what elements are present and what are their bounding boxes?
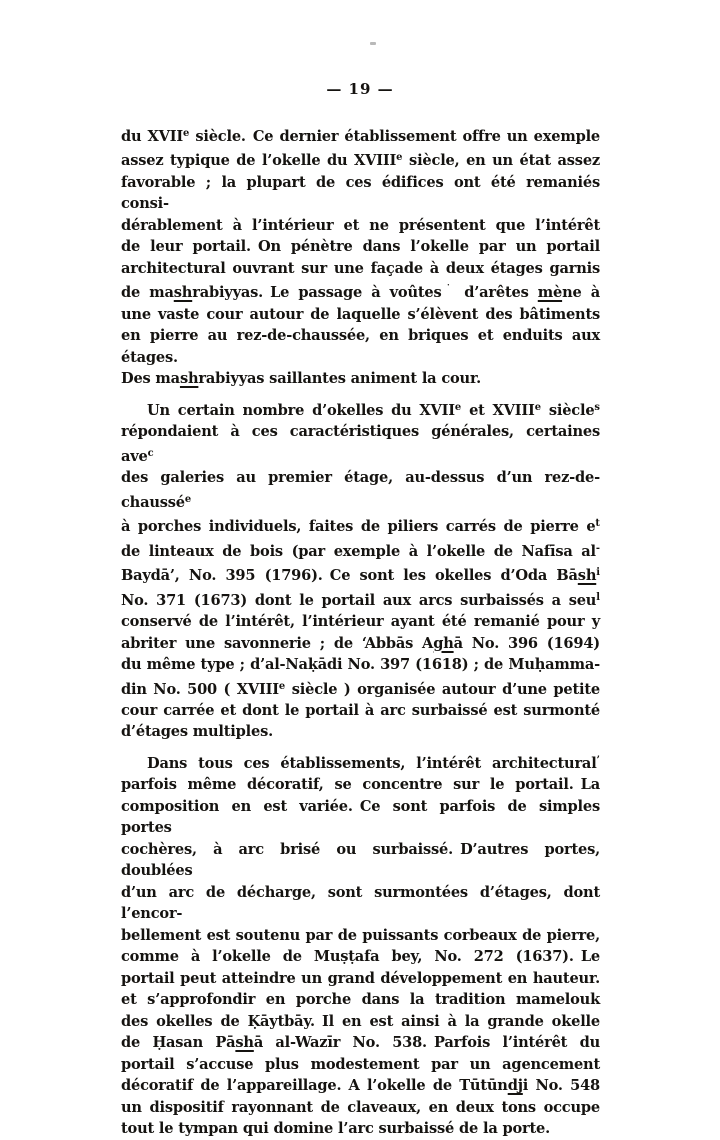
paragraph — [121, 397, 600, 743]
text-line — [121, 467, 600, 513]
text-line — [121, 721, 600, 743]
text-line — [121, 1075, 600, 1097]
text-line — [121, 654, 600, 676]
raised-character: e — [454, 401, 462, 413]
text-segment: une vaste cour autour de laquelle s’élèvent des bâtiments — [121, 305, 600, 323]
text-line — [121, 562, 600, 586]
text-segment: des okelles de Ḳāytbāy. Il en est ainsi à la grande okelle — [121, 1012, 600, 1030]
text-line — [121, 882, 600, 925]
text-line — [121, 633, 600, 655]
page-number: — 19 — — [326, 80, 394, 98]
underlined-transliteration: gh — [433, 634, 454, 652]
text-segment: bellement est soutenu par de puissants corbeaux de pierre, — [121, 926, 600, 944]
text-segment: architectural ouvrant sur une façade à deux étages garnis — [121, 259, 600, 277]
text-line — [121, 946, 600, 968]
text-line — [121, 1118, 600, 1140]
text-line — [121, 147, 600, 171]
text-segment: de linteaux de bois (par exemple à l’okelle de Nafīsa al — [121, 542, 596, 560]
text-line — [121, 123, 600, 147]
text-segment: et XVIII — [461, 401, 535, 419]
text-line — [121, 611, 600, 633]
paragraph — [121, 750, 600, 1140]
text-segment: i No. 548 — [522, 1077, 600, 1095]
text-line — [121, 774, 600, 796]
text-segment: din No. 500 ( XVIII — [121, 680, 279, 698]
text-segment: de Ḥasan Pā — [121, 1034, 236, 1052]
text-line — [121, 258, 600, 280]
text-line — [121, 989, 600, 1011]
raised-character: ’ — [596, 754, 600, 766]
text-line — [121, 1054, 600, 1076]
raised-character: e — [534, 401, 541, 413]
text-segment: répondaient à ces caractéristiques générales, certaines ave — [121, 423, 600, 465]
text-segment: d’étages multiples. — [121, 723, 273, 741]
text-segment: d’un arc de décharge, sont surmontées d’étages, dont l’encor- — [121, 883, 600, 923]
text-line — [121, 1011, 600, 1033]
text-line — [121, 925, 600, 947]
text-segment: abriter une savonnerie ; de ‘Abbās A — [121, 634, 434, 652]
raised-character: e — [184, 493, 192, 505]
text-line — [121, 236, 600, 258]
text-segment: portail s’accuse plus modestement par un agencement — [121, 1055, 600, 1073]
text-segment: cour carrée et dont le portail à arc surbaissé est surmonté — [121, 701, 600, 719]
text-segment: de ma — [121, 284, 174, 302]
text-segment: rabiyyas. Le passage à voûtes — [192, 284, 442, 302]
text-line — [121, 1097, 600, 1119]
text-segment: favorable ; la plupart de ces édifices ont été remaniés consi- — [121, 173, 600, 213]
raised-character: e — [396, 152, 403, 164]
text-line — [121, 968, 600, 990]
text-segment: rabiyyas saillantes animent la cour. — [198, 370, 481, 388]
text-segment: du même type ; d’al-Naḳādi No. 397 (1618) ; de Muḥamma- — [121, 656, 600, 674]
paragraph — [121, 123, 600, 390]
text-line — [121, 215, 600, 237]
text-segment: assez typique de l’okelle du XVIII — [121, 152, 397, 170]
text-line — [121, 279, 600, 303]
text-line — [121, 538, 600, 562]
text-segment: No. 371 (1673) dont le portail aux arcs surbaissés a seu — [121, 591, 597, 609]
text-segment: conservé de l’intérêt, l’intérieur ayant été remanié pour y — [121, 613, 600, 631]
text-segment: d’arêtes — [455, 284, 538, 302]
text-segment: un dispositif rayonnant de claveaux, en deux tons occupe — [121, 1098, 600, 1116]
text-segment: des galeries au premier étage, au-dessus d’un rez-de-chaussé — [121, 469, 600, 511]
text-segment: parfois même décoratif, se concentre sur le portail. La — [121, 776, 600, 794]
text-segment: ā al-Wazīr No. 538. Parfois l’intérêt du — [253, 1034, 600, 1052]
text-segment: décoratif de l’appareillage. A l’okelle de Tūtūn — [121, 1077, 508, 1095]
underlined-transliteration: dj — [507, 1077, 523, 1095]
text-segment: cochères, à arc brisé ou surbaissé. D’autres portes, doublées — [121, 840, 600, 880]
text-line — [121, 325, 600, 368]
text-line — [121, 839, 600, 882]
text-segment: en pierre au rez-de-chaussée, en briques et enduits aux étages. — [121, 327, 600, 366]
text-segment: tout le tympan qui domine l’arc surbaissé de la porte. — [121, 1120, 551, 1138]
text-segment: siècle — [541, 401, 595, 419]
text-segment: à porches individuels, faites de piliers carrés de pierre e — [121, 518, 596, 536]
text-segment: Des ma — [121, 370, 180, 388]
underlined-transliteration: sh — [577, 567, 597, 585]
text-segment: ne à — [562, 284, 601, 302]
raised-character: ˙ — [441, 284, 456, 296]
text-segment: Baydā’, No. 395 (1796). Ce sont les okelles d’Oda Bā — [121, 567, 578, 585]
text-segment: portail peut atteindre un grand développement en hauteur. — [121, 969, 600, 987]
underlined-transliteration: sh — [173, 284, 193, 302]
text-line — [121, 421, 600, 467]
text-segment: composition en est variée. Ce sont parfois de simples portes — [121, 797, 600, 837]
text-segment: Dans tous ces établissements, l’intérêt architectural — [147, 754, 597, 772]
text-segment: et s’approfondir en porche dans la tradition mamelouk — [121, 991, 600, 1009]
underlined-transliteration: mè — [537, 284, 563, 302]
raised-character: t — [595, 518, 600, 530]
text-line — [121, 304, 600, 326]
text-line — [121, 513, 600, 537]
raised-character: e — [278, 680, 286, 692]
page-body — [121, 123, 600, 1140]
text-segment: comme à l’okelle de Muṣṭafa bey, No. 272 (1637). Le — [121, 948, 600, 966]
raised-character: i — [596, 567, 600, 579]
text-line — [121, 676, 600, 700]
text-segment: dérablement à l’intérieur et ne présentent que l’intérêt — [121, 216, 600, 234]
raised-character: s — [594, 401, 600, 413]
text-line — [121, 587, 600, 611]
raised-character: - — [595, 542, 600, 554]
text-segment: ā No. 396 (1694) — [453, 634, 600, 652]
text-segment: Un certain nombre d’okelles du XVII — [147, 401, 455, 419]
text-line — [121, 796, 600, 839]
text-segment: de leur portail. On pénètre dans l’okelle par un portail — [121, 238, 600, 256]
text-segment: du XVII — [121, 127, 183, 145]
text-line — [121, 750, 600, 774]
raised-character: c — [147, 447, 154, 459]
text-segment: siècle ) organisée autour d’une petite — [285, 680, 600, 698]
text-line — [121, 700, 600, 722]
raised-character: l — [596, 591, 600, 603]
text-segment: siècle, en un état assez — [402, 152, 600, 170]
text-line — [121, 397, 600, 421]
underlined-transliteration: sh — [235, 1034, 254, 1052]
text-line — [121, 172, 600, 215]
text-line — [121, 368, 600, 390]
text-line — [121, 1032, 600, 1054]
underlined-transliteration: sh — [179, 370, 199, 388]
raised-character: e — [182, 128, 190, 139]
text-segment: siècle. Ce dernier établissement offre un exemple — [189, 127, 600, 145]
scan-speck-artifact — [370, 42, 376, 45]
